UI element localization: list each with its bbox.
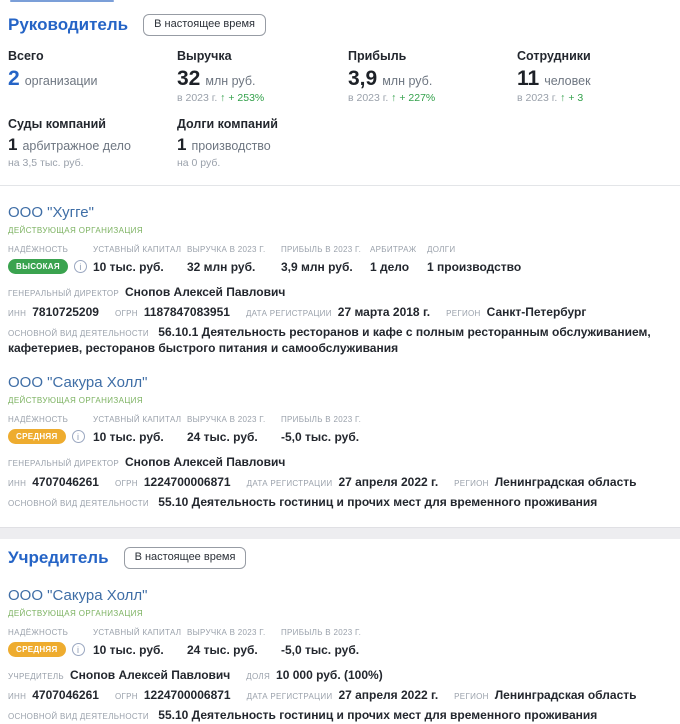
- current-period-filter[interactable]: В настоящее время: [143, 14, 266, 36]
- inn-value: 4707046261: [32, 475, 99, 489]
- metric-revenue: [187, 245, 281, 274]
- company-card-sakura-hall: [8, 356, 672, 511]
- stat-label: Долги компаний: [177, 117, 278, 131]
- reliability-badge: СРЕДНЯЯ: [8, 429, 66, 444]
- manager-issues-row: [8, 117, 672, 169]
- metric-label: ПРИБЫЛЬ В 2023 Г.: [281, 628, 362, 637]
- reg-date-value: 27 апреля 2022 г.: [338, 475, 439, 489]
- stat-unit: организации: [24, 74, 98, 88]
- company-name-link[interactable]: ООО "Сакура Холл": [8, 587, 148, 604]
- info-icon[interactable]: i: [72, 430, 85, 443]
- metric-value: -5,0 тыс. руб.: [281, 430, 360, 444]
- registration-row: [8, 305, 672, 319]
- stat-label: Выручка: [177, 49, 232, 63]
- ogrn-value: 1224700006871: [143, 475, 231, 489]
- metric-label: НАДЁЖНОСТЬ: [8, 415, 69, 424]
- region-label: РЕГИОН: [446, 309, 481, 318]
- metric-value: 1 производство: [427, 260, 522, 274]
- metric-label: УСТАВНЫЙ КАПИТАЛ: [93, 415, 182, 424]
- founder-company-card-sakura-hall: [8, 569, 672, 724]
- director-row: [8, 285, 672, 299]
- stat-unit: млн руб.: [205, 74, 256, 88]
- metric-arbitration: [370, 245, 427, 274]
- inn-value: 7810725209: [32, 305, 99, 319]
- company-metrics-row: [8, 245, 672, 274]
- metric-value: 10 тыс. руб.: [93, 260, 164, 274]
- stat-employees: [517, 49, 672, 104]
- section-title: Руководитель: [8, 15, 129, 34]
- stat-unit: человек: [544, 74, 591, 88]
- metric-value: 10 тыс. руб.: [93, 643, 164, 657]
- stat-delta: ↑ + 227%: [391, 92, 436, 104]
- manager-section-header: [8, 14, 672, 36]
- company-status: ДЕЙСТВУЮЩАЯ ОРГАНИЗАЦИЯ: [8, 609, 144, 618]
- metric-value: -5,0 тыс. руб.: [281, 643, 360, 657]
- activity-row: [8, 708, 670, 724]
- metric-label: ПРИБЫЛЬ В 2023 Г.: [281, 245, 362, 254]
- metric-profit: [281, 628, 672, 657]
- metric-value: 32 млн руб.: [187, 260, 256, 274]
- reliability-badge: ВЫСОКАЯ: [8, 259, 68, 274]
- activity-row: [8, 325, 670, 356]
- director-name: Снопов Алексей Павлович: [125, 455, 286, 469]
- company-metrics-row: [8, 628, 672, 657]
- stat-delta: ↑ + 253%: [220, 92, 265, 104]
- metric-label: ВЫРУЧКА В 2023 Г.: [187, 415, 266, 424]
- registration-row: [8, 475, 672, 489]
- stat-label: Сотрудники: [517, 49, 591, 63]
- activity-value: 55.10 Деятельность гостиниц и прочих мест для временного проживания: [158, 708, 598, 722]
- metric-value: 24 тыс. руб.: [187, 430, 258, 444]
- director-label: ГЕНЕРАЛЬНЫЙ ДИРЕКТОР: [8, 459, 120, 468]
- section-separator-band: [0, 527, 680, 539]
- metric-revenue: [187, 628, 281, 657]
- company-name-link[interactable]: ООО "Сакура Холл": [8, 374, 148, 391]
- founder-name: Снопов Алексей Павлович: [69, 668, 231, 682]
- company-card-hugge: [8, 186, 672, 356]
- info-icon[interactable]: i: [74, 260, 87, 273]
- founder-label: УЧРЕДИТЕЛЬ: [8, 672, 64, 681]
- stat-label: Прибыль: [348, 49, 407, 63]
- metric-reliability: [8, 415, 93, 444]
- region-label: РЕГИОН: [454, 692, 489, 701]
- company-metrics-row: [8, 415, 672, 444]
- ogrn-value: 1224700006871: [143, 688, 231, 702]
- activity-row: [8, 495, 670, 511]
- reg-date-label: ДАТА РЕГИСТРАЦИИ: [245, 309, 332, 318]
- stat-period: в 2023 г.: [348, 92, 389, 104]
- inn-label: ИНН: [8, 692, 27, 701]
- metric-label: ВЫРУЧКА В 2023 Г.: [187, 628, 266, 637]
- metric-label: НАДЁЖНОСТЬ: [8, 628, 69, 637]
- activity-value: 55.10 Деятельность гостиниц и прочих мест для временного проживания: [158, 495, 598, 509]
- stat-label: Всего: [8, 49, 44, 63]
- metric-profit: [281, 245, 370, 274]
- metric-debts: [427, 245, 672, 274]
- stat-total: [8, 49, 177, 104]
- director-name: Снопов Алексей Павлович: [125, 285, 286, 299]
- director-row: [8, 455, 672, 469]
- stat-value: 1: [177, 135, 187, 154]
- inn-value: 4707046261: [32, 688, 99, 702]
- stat-value: 2: [8, 67, 20, 90]
- stat-unit: производство: [191, 139, 271, 153]
- stat-unit: арбитражное дело: [22, 139, 132, 153]
- activity-label: ОСНОВНОЙ ВИД ДЕЯТЕЛЬНОСТИ: [8, 712, 149, 721]
- current-period-filter[interactable]: В настоящее время: [124, 547, 247, 569]
- region-value: Ленинградская область: [494, 688, 637, 702]
- metric-value: 1 дело: [370, 260, 410, 274]
- stat-courts: [8, 117, 177, 169]
- metric-label: УСТАВНЫЙ КАПИТАЛ: [93, 245, 182, 254]
- metric-revenue: [187, 415, 281, 444]
- metric-value: 10 тыс. руб.: [93, 430, 164, 444]
- ogrn-value: 1187847083951: [143, 305, 230, 319]
- active-tab-underline: [10, 0, 114, 2]
- reg-date-value: 27 марта 2018 г.: [337, 305, 431, 319]
- metric-label: ВЫРУЧКА В 2023 Г.: [187, 245, 266, 254]
- metric-label: ДОЛГИ: [427, 245, 456, 254]
- founder-row: [8, 668, 672, 682]
- reg-date-label: ДАТА РЕГИСТРАЦИИ: [246, 692, 333, 701]
- region-value: Санкт-Петербург: [486, 305, 587, 319]
- stat-value: 1: [8, 135, 18, 154]
- founder-section-header: [8, 547, 672, 569]
- stat-debts: [177, 117, 672, 169]
- stat-period: в 2023 г.: [517, 92, 558, 104]
- registration-row: [8, 688, 672, 702]
- reg-date-value: 27 апреля 2022 г.: [338, 688, 439, 702]
- activity-label: ОСНОВНОЙ ВИД ДЕЯТЕЛЬНОСТИ: [8, 329, 149, 338]
- metric-label: НАДЁЖНОСТЬ: [8, 245, 69, 254]
- company-status: ДЕЙСТВУЮЩАЯ ОРГАНИЗАЦИЯ: [8, 396, 144, 405]
- inn-label: ИНН: [8, 309, 27, 318]
- stat-profit: [348, 49, 517, 104]
- share-value: 10 000 руб. (100%): [276, 668, 383, 682]
- director-label: ГЕНЕРАЛЬНЫЙ ДИРЕКТОР: [8, 289, 120, 298]
- ogrn-label: ОГРН: [114, 692, 138, 701]
- stat-unit: млн руб.: [382, 74, 433, 88]
- metric-value: 3,9 млн руб.: [281, 260, 353, 274]
- manager-section: [8, 14, 672, 511]
- region-value: Ленинградская область: [494, 475, 637, 489]
- share-label: ДОЛЯ: [246, 672, 271, 681]
- stat-revenue: [177, 49, 348, 104]
- inn-label: ИНН: [8, 479, 27, 488]
- stat-note: на 0 руб.: [177, 157, 221, 169]
- stat-value: 32: [177, 67, 201, 90]
- stat-value: 11: [517, 67, 540, 90]
- ogrn-label: ОГРН: [114, 479, 138, 488]
- activity-value: 56.10.1 Деятельность ресторанов и кафе с полным ресторанным обслуживанием, кафетериев, ресторанов быстрого питания и самообслуживания: [8, 325, 651, 355]
- metric-reliability: [8, 245, 93, 274]
- metric-profit: [281, 415, 672, 444]
- reg-date-label: ДАТА РЕГИСТРАЦИИ: [246, 479, 333, 488]
- stat-value: 3,9: [348, 67, 378, 90]
- activity-label: ОСНОВНОЙ ВИД ДЕЯТЕЛЬНОСТИ: [8, 499, 149, 508]
- metric-label: ПРИБЫЛЬ В 2023 Г.: [281, 415, 362, 424]
- metric-value: 24 тыс. руб.: [187, 643, 258, 657]
- metric-capital: [93, 628, 187, 657]
- reliability-badge: СРЕДНЯЯ: [8, 642, 66, 657]
- founder-section: [8, 547, 672, 724]
- stat-note: на 3,5 тыс. руб.: [8, 157, 84, 169]
- stat-delta: ↑ + 3: [560, 92, 584, 104]
- metric-capital: [93, 415, 187, 444]
- manager-stats-row: [8, 49, 672, 104]
- company-status: ДЕЙСТВУЮЩАЯ ОРГАНИЗАЦИЯ: [8, 226, 144, 235]
- stat-period: в 2023 г.: [177, 92, 218, 104]
- stat-label: Суды компаний: [8, 117, 106, 131]
- metric-label: УСТАВНЫЙ КАПИТАЛ: [93, 628, 182, 637]
- ogrn-label: ОГРН: [114, 309, 138, 318]
- company-name-link[interactable]: ООО "Хугге": [8, 204, 94, 221]
- info-icon[interactable]: i: [72, 643, 85, 656]
- metric-label: АРБИТРАЖ: [370, 245, 417, 254]
- metric-capital: [93, 245, 187, 274]
- metric-reliability: [8, 628, 93, 657]
- region-label: РЕГИОН: [454, 479, 489, 488]
- section-title: Учредитель: [8, 548, 109, 567]
